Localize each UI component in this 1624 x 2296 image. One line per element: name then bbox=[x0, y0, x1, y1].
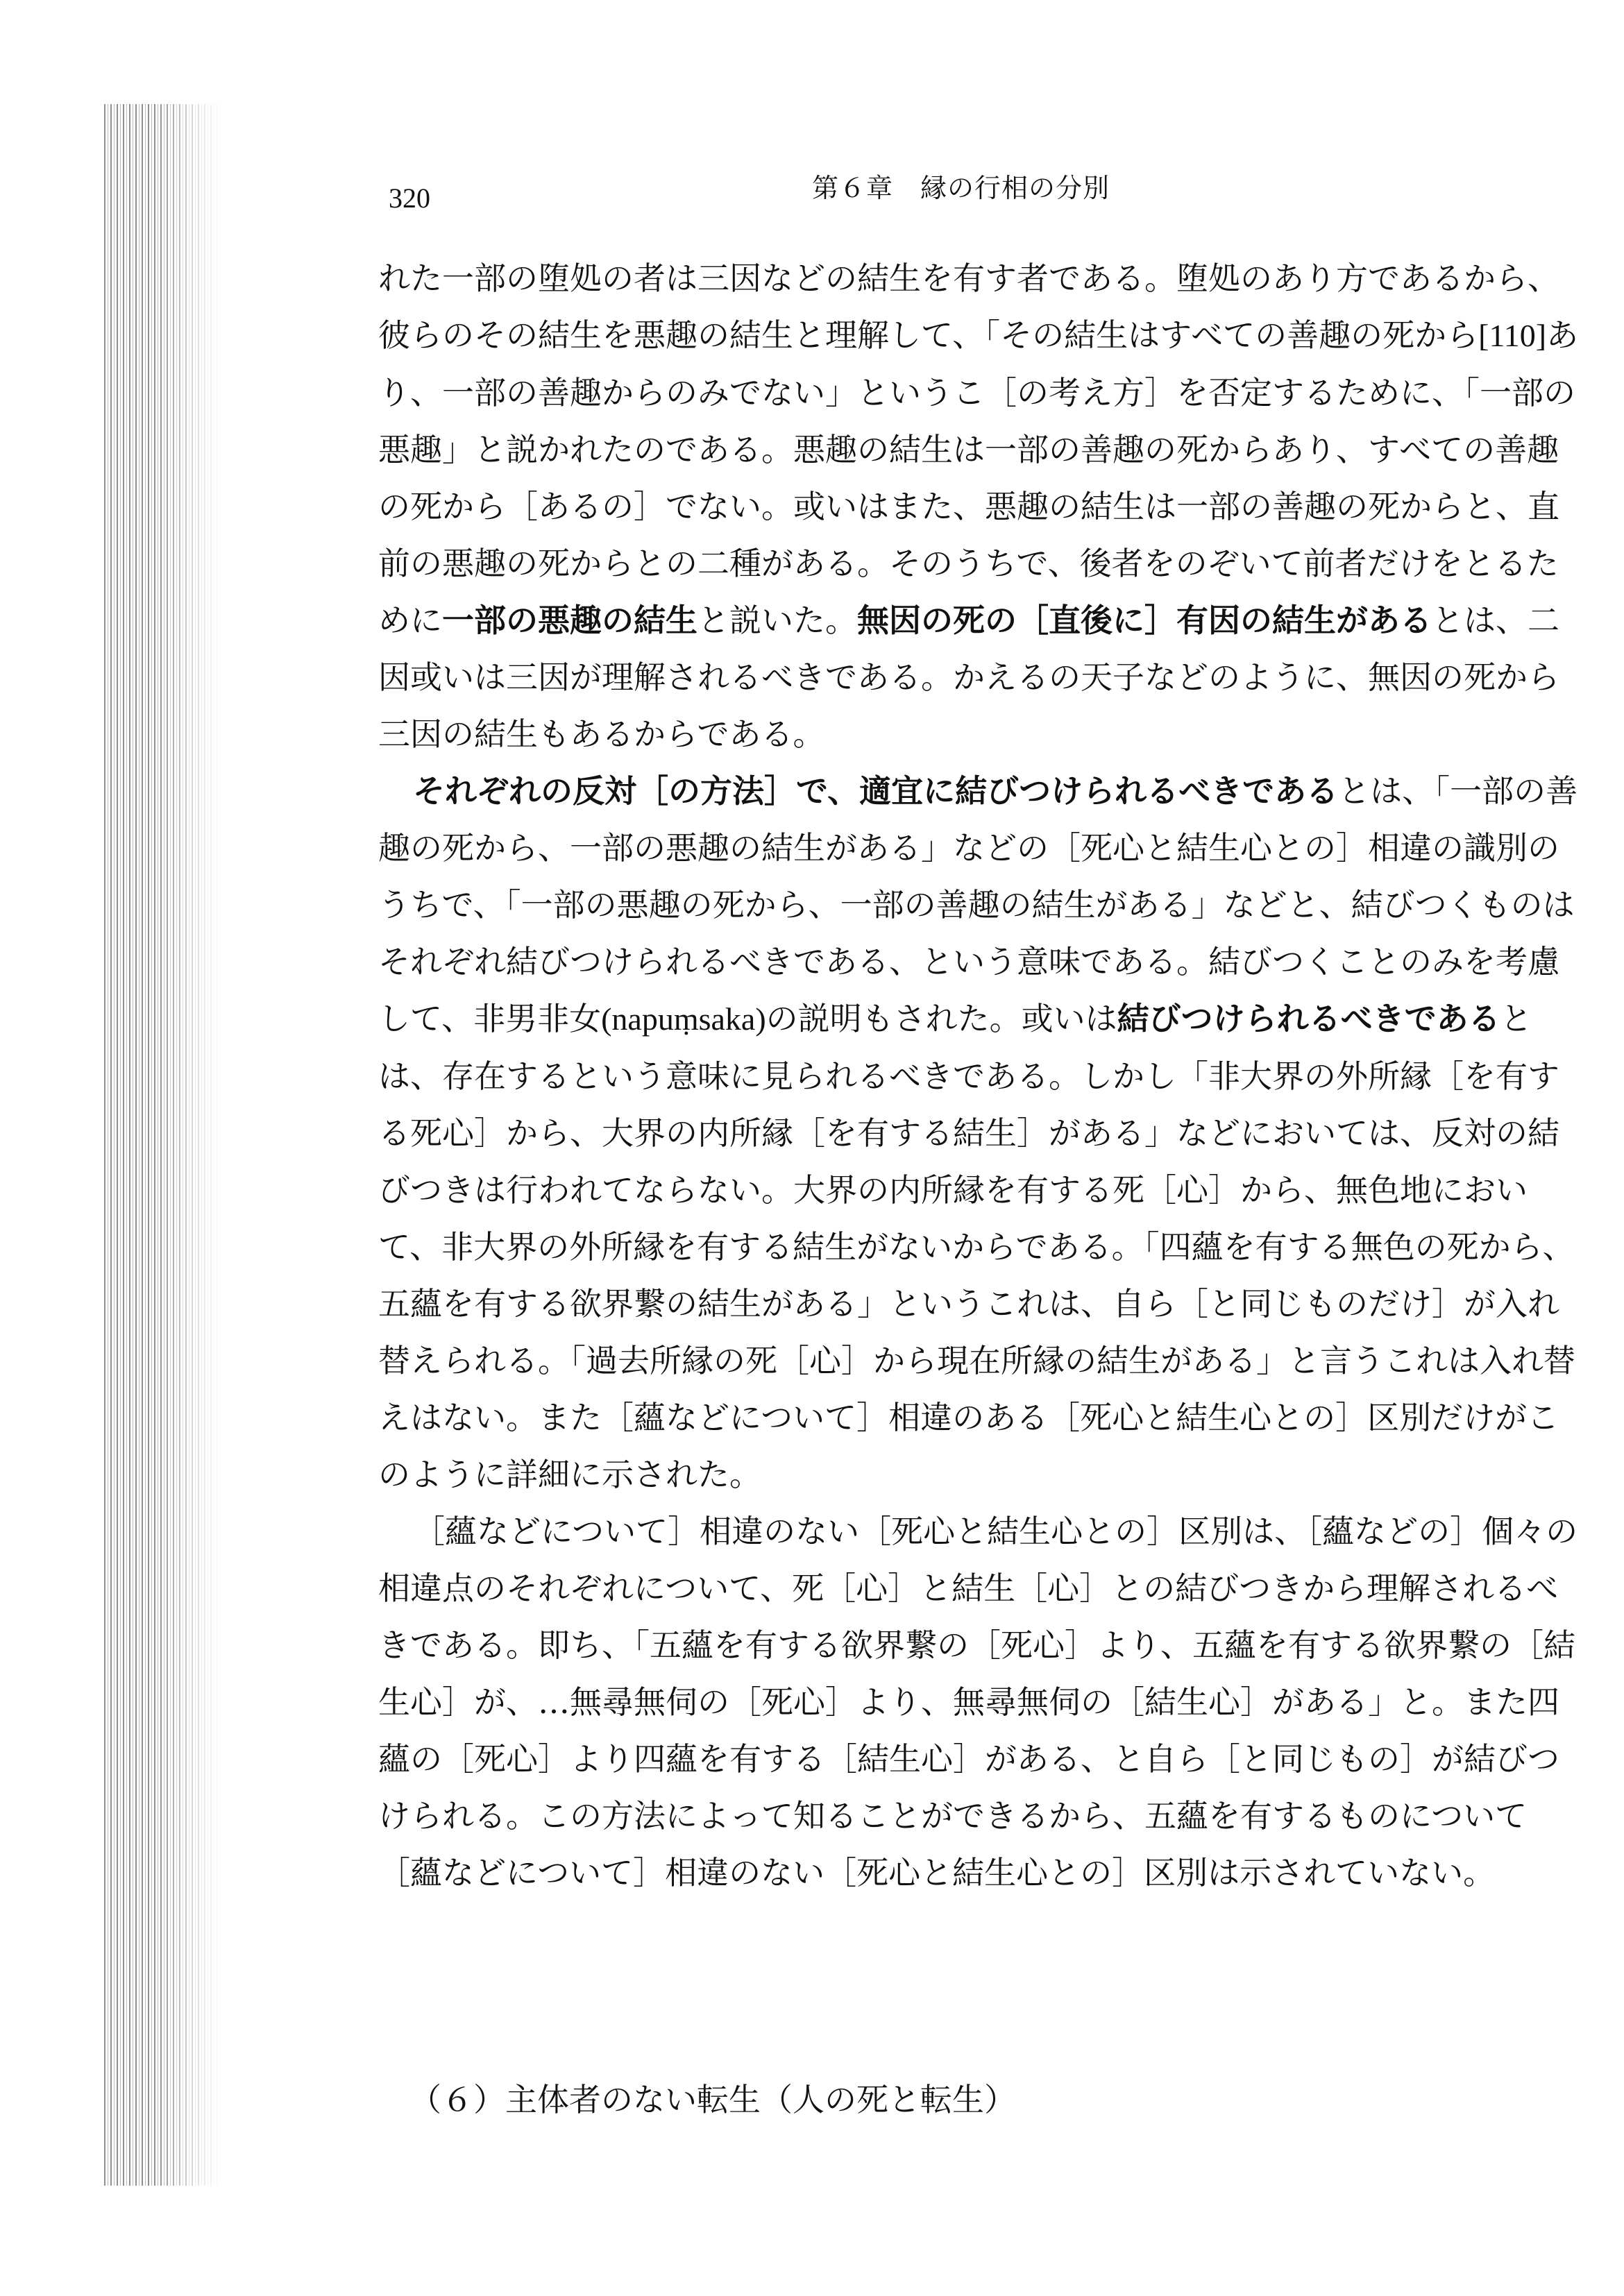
text-run: とは、存在するという意味に見られるべきである。しかし「非大界の外所縁［を有する死心］から、大界の内所縁［を有する結生］がある」などにおいては、反対の結びつきは行われてならない。大界の内所縁を有する死［心］から、無色地において、非大界の外所縁を有する結生がないからである。「四蘊を有する無色の死から、五蘊を有する欲界繋の結生がある」というこれは、自ら［と同じものだけ］が入れ替えられる。「過去所縁の死［心］から現在所縁の結生がある」と言うこれは入れ替えはない。また［蘊などについて］相違のある［死心と結生心との］区別だけがこのように詳細に示された。 bbox=[378, 1000, 1575, 1493]
body-text bbox=[378, 250, 1589, 1901]
text-run: とは、二因或いは三因が理解されるべきである。かえるの天子などのように、無因の死から三因の結生もあるからである。 bbox=[378, 602, 1559, 753]
bold-term: 結びつけられるべきである bbox=[1117, 1000, 1500, 1037]
bold-term: 一部の悪趣の結生 bbox=[442, 602, 697, 639]
paragraph bbox=[378, 763, 1589, 1503]
paragraph bbox=[378, 1503, 1589, 1901]
page-number: 320 bbox=[389, 182, 430, 214]
text-run: と説いた。 bbox=[697, 602, 857, 639]
text-run: ［蘊などについて］相違のない［死心と結生心との］区別は、［蘊などの］個々の相違点のそれぞれについて、死［心］と結生［心］との結びつきから理解されるべきである。即ち、「五蘊を有する欲界繋の［死心］より、五蘊を有する欲界繋の［結生心］が、…無尋無伺の［死心］より、無尋無伺の［結生心］がある」と。また四蘊の［死心］より四蘊を有する［結生心］がある、と自ら［と同じもの］が結びつけられる。この方法によって知ることができるから、五蘊を有するものについて［蘊などについて］相違のない［死心と結生心との］区別は示されていない。 bbox=[378, 1513, 1578, 1891]
paragraph bbox=[378, 250, 1589, 763]
text-run: あり、一部の善趣からのみでない」というこ［の考え方］を否定するために、「一部の悪趣」と説かれたのである。悪趣の結生は一部の善趣の死からあり、すべての善趣の死から［あるの］でない。或いはまた、悪趣の結生は一部の善趣の死からと、直前の悪趣の死からとの二種がある。そのうちで、後者をのぞいて前者だけをとるために bbox=[378, 316, 1579, 639]
text-run: とは、「一部の善趣の死から、一部の悪趣の結生がある」などの［死心と結生心との］相違の識別のうちで、「一部の悪趣の死から、一部の善趣の結生がある」などと、結びつくものはそれぞれ結びつけられるべきである、という意味である。結びつくことのみを考慮して、非男非女 bbox=[378, 772, 1578, 1037]
section-heading: （６）主体者のない転生（人の死と転生） bbox=[409, 2081, 1016, 2118]
text-run: れた一部の堕処の者は三因などの結生を有す者である。堕処のあり方であるから、彼らのその結生を悪趣の結生と理解して、「その結生はすべての善趣の死から bbox=[378, 260, 1559, 354]
text-run: の説明もされた。或いは bbox=[766, 1000, 1117, 1037]
scan-gutter-shadow bbox=[104, 104, 222, 2186]
bold-term: それぞれの反対［の方法］で、適宜に結びつけられるべきである bbox=[413, 772, 1339, 810]
text-run: [110] bbox=[1478, 318, 1547, 353]
text-run: (napuṃsaka) bbox=[601, 1001, 766, 1037]
bold-term: 無因の死の［直後に］有因の結生がある bbox=[857, 602, 1432, 639]
running-head: 第６章 縁の行相の分別 bbox=[812, 173, 1110, 203]
